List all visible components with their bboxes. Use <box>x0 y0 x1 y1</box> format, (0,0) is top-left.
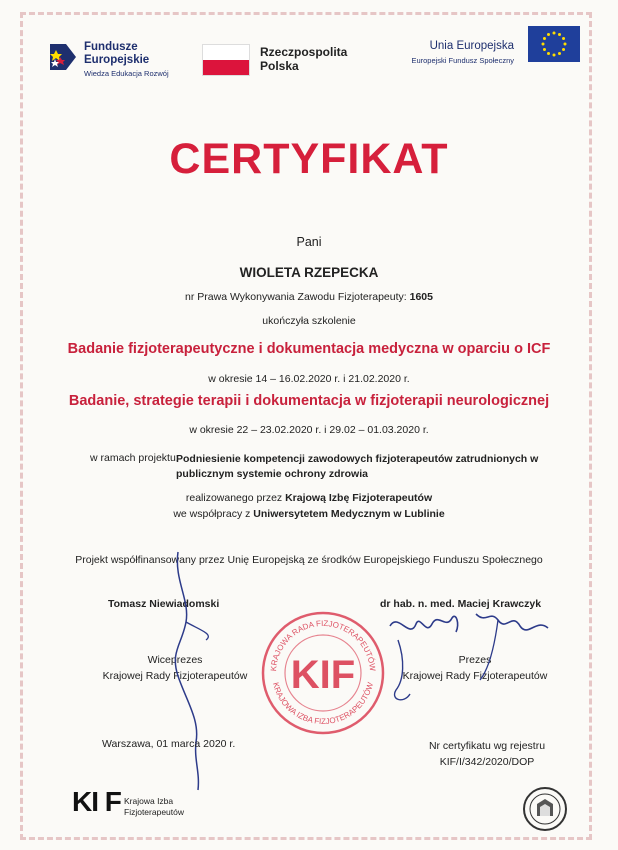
eu-star-icon <box>542 43 545 46</box>
kif-logo-mark: KI F <box>72 786 121 817</box>
university-seal-icon <box>522 786 568 832</box>
signatory-1-role <box>90 652 260 684</box>
signatory-2-name: dr hab. n. med. Maciej Krawczyk <box>380 598 542 610</box>
realized-prefix: realizowanego przez <box>185 492 283 504</box>
kif-footer-logo <box>72 786 202 826</box>
eu-star-icon <box>553 32 556 35</box>
registry-block <box>412 738 562 770</box>
place-date: Warszawa, 01 marca 2020 r. <box>102 738 236 750</box>
stamp-text-bottom: KRAJOWA IZBA FIZJOTERAPEUTÓW <box>271 681 376 727</box>
eu-star-icon <box>543 48 546 51</box>
coop-with: Uniwersytetem Medycznym w Lublinie <box>253 508 445 520</box>
fundusze-europejskie-logo <box>50 38 200 83</box>
eu-star-icon <box>558 33 561 36</box>
realized-line <box>0 492 618 504</box>
course-2-title: Badanie, strategie terapii i dokumentacja w fizjoterapii neurologicznej <box>68 393 550 409</box>
rzeczpospolita-logo <box>202 40 352 80</box>
rp-line1: Rzeczpospolita <box>260 45 348 59</box>
cooperation-line <box>0 508 618 520</box>
salutation: Pani <box>296 235 322 249</box>
eu-star-icon <box>558 52 561 55</box>
signatory-1-role-line2: Krajowej Rady Fizjoterapeutów <box>102 670 248 682</box>
ue-line2: Europejski Fundusz Społeczny <box>411 56 514 65</box>
completed-text: ukończyła szkolenie <box>262 315 356 327</box>
signatory-2-role-line2: Krajowej Rady Fizjoterapeutów <box>402 670 548 682</box>
logo-bar <box>50 38 580 88</box>
course-1-period: w okresie 14 – 16.02.2020 r. i 21.02.2020 r. <box>208 373 410 385</box>
project-name: Podniesienie kompetencji zawodowych fizjoterapeutów zatrudnionych w publicznym systemie ochrony zdrowia <box>176 453 539 480</box>
ue-line1: Unia Europejska <box>429 40 514 52</box>
signatory-2-role-line1: Prezes <box>458 654 492 666</box>
eu-star-icon <box>562 37 565 40</box>
polish-flag-icon <box>202 44 250 76</box>
rp-line2: Polska <box>260 59 299 73</box>
license-number: 1605 <box>409 291 433 303</box>
stamp-text-top: KRAJOWA RADA FIZJOTERAPEUTÓW <box>268 618 378 672</box>
signatory-2-role <box>380 652 570 684</box>
license-label: nr Prawa Wykonywania Zawodu Fizjoterapeuty: <box>185 291 407 303</box>
coop-prefix: we współpracy z <box>173 508 251 520</box>
cofinancing-note: Projekt współfinansowany przez Unię Europejską ze środków Europejskiego Funduszu Społecznego <box>75 554 543 566</box>
eu-star-icon <box>564 43 567 46</box>
course-1-title: Badanie fizjoterapeutyczne i dokumentacja medyczna w oparciu o ICF <box>67 341 551 357</box>
kif-stamp <box>258 608 388 738</box>
signatory-1-role-line1: Wiceprezes <box>147 654 203 666</box>
kif-logo-line1: Krajowa Izba <box>124 796 174 806</box>
fe-line2: Europejskie <box>84 54 150 66</box>
signatory-1-name: Tomasz Niewiadomski <box>108 598 220 610</box>
realized-by: Krajową Izbę Fizjoterapeutów <box>285 492 433 504</box>
eu-star-icon <box>547 52 550 55</box>
registry-number: KIF/I/342/2020/DOP <box>439 756 535 768</box>
course-2-period: w okresie 22 – 23.02.2020 r. i 29.02 – 01.03.2020 r. <box>189 424 429 436</box>
eu-flag-icon <box>528 26 580 62</box>
project-label: w ramach projektu: <box>90 452 179 464</box>
stamp-mark: KIF <box>290 653 356 697</box>
fe-star-icon <box>50 40 76 74</box>
eu-star-icon <box>553 54 556 57</box>
kif-logo-line2: Fizjoterapeutów <box>124 807 185 817</box>
eu-star-icon <box>562 48 565 51</box>
eu-star-icon <box>547 33 550 36</box>
fe-line3: Wiedza Edukacja Rozwój <box>84 69 169 78</box>
certificate-title: CERTYFIKAT <box>169 135 449 183</box>
registry-label: Nr certyfikatu wg rejestru <box>428 740 546 752</box>
license-line <box>0 291 618 303</box>
fe-line1: Fundusze <box>84 41 138 53</box>
eu-star-icon <box>543 37 546 40</box>
recipient-name: WIOLETA RZEPECKA <box>239 265 379 280</box>
unia-europejska-logo <box>380 38 580 83</box>
